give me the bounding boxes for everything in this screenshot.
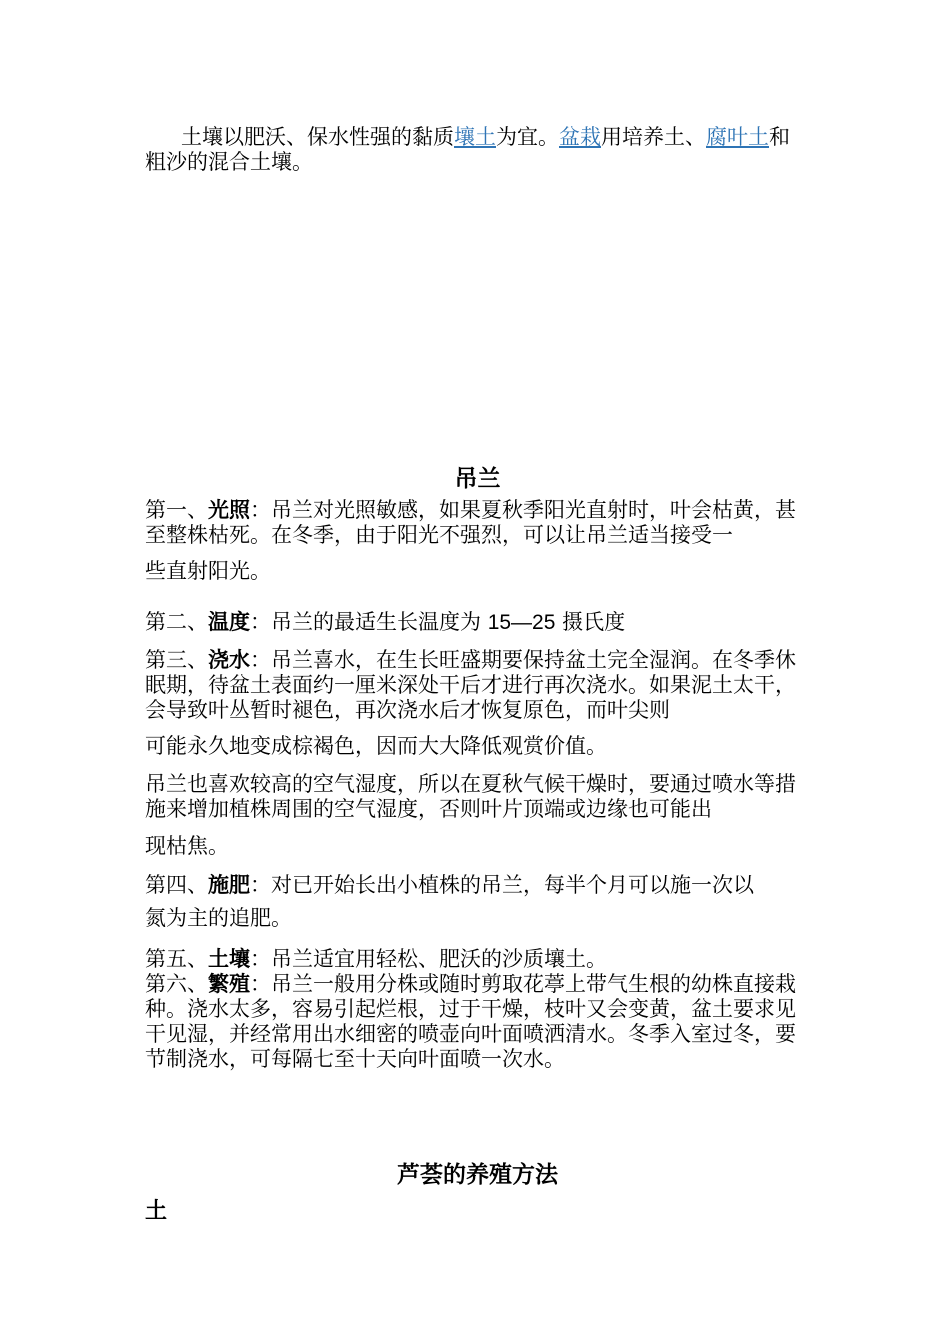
item-temperature bbox=[145, 609, 810, 635]
item-text: 对已开始长出小植株的吊兰，每半个月可以施一次以 bbox=[271, 873, 754, 897]
item-light bbox=[145, 497, 810, 548]
item-watering bbox=[145, 647, 810, 723]
item-prefix: 第四、 bbox=[145, 873, 208, 897]
link-potted-plant[interactable]: 盆栽 bbox=[559, 125, 601, 149]
item-colon: ： bbox=[250, 498, 271, 522]
luhui-first-word: 土 bbox=[145, 1198, 168, 1224]
item-text: 吊兰对光照敏感，如果夏秋季阳光直射时，叶会枯黄，甚至整株枯死。在冬季，由于阳光不强烈，可以让吊兰适当接受一 bbox=[145, 498, 796, 547]
temperature-range: 15—25 bbox=[487, 611, 556, 634]
item-fertilizing bbox=[145, 872, 810, 898]
item-text-end: 摄氏度 bbox=[555, 610, 626, 634]
intro-text-3: 用培养土、 bbox=[601, 125, 706, 149]
item-text: 吊兰适宜用轻松、肥沃的沙质壤土。 bbox=[271, 947, 607, 971]
item-prefix: 第六、 bbox=[145, 972, 208, 996]
item-watering-tail: 可能永久地变成棕褐色，因而大大降低观赏价值。 bbox=[145, 734, 607, 758]
item-prefix: 第二、 bbox=[145, 610, 208, 634]
item-colon: ： bbox=[250, 947, 271, 971]
item-fertilizing-tail: 氮为主的追肥。 bbox=[145, 906, 292, 930]
item-text: 吊兰喜水，在生长旺盛期要保持盆土完全湿润。在冬季休眠期，待盆土表面约一厘米深处干后才进行再次浇水。如果泥土太干，会导致叶丛暂时褪色，再次浇水后才恢复原色，而叶尖则 bbox=[145, 648, 796, 722]
link-leaf-mold[interactable]: 腐叶土 bbox=[706, 125, 769, 149]
item-colon: ： bbox=[250, 648, 271, 672]
item-key: 浇水 bbox=[208, 647, 250, 672]
item-text: 吊兰的最适生长温度为 bbox=[271, 610, 488, 634]
item-propagation bbox=[145, 971, 810, 1072]
item-key: 繁殖 bbox=[208, 971, 250, 996]
intro-paragraph bbox=[145, 125, 810, 175]
intro-text-2: 为宜。 bbox=[496, 125, 559, 149]
item-humidity: 吊兰也喜欢较高的空气湿度，所以在夏秋气候干燥时，要通过喷水等措施来增加植株周围的空气湿度，否则叶片顶端或边缘也可能出 bbox=[145, 772, 796, 821]
intro-text-1: 土壤以肥沃、保水性强的黏质 bbox=[181, 125, 454, 149]
item-key: 土壤 bbox=[208, 946, 250, 971]
item-humidity-tail: 现枯焦。 bbox=[145, 834, 229, 858]
item-prefix: 第五、 bbox=[145, 947, 208, 971]
intro-text-4: 和粗沙的混合土壤。 bbox=[145, 125, 790, 174]
item-soil bbox=[145, 946, 810, 972]
section-title-luhui: 芦荟的养殖方法 bbox=[397, 1162, 558, 1188]
item-key: 光照 bbox=[208, 497, 250, 522]
item-light-tail: 些直射阳光。 bbox=[145, 559, 271, 583]
item-text: 吊兰一般用分株或随时剪取花葶上带气生根的幼株直接栽种。浇水太多，容易引起烂根，过于干燥，枝叶又会变黄，盆土要求见干见湿，并经常用出水细密的喷壶向叶面喷洒清水。冬季入室过冬，要节制浇水，可每隔七至十天向叶面喷一次水。 bbox=[145, 972, 796, 1071]
item-prefix: 第三、 bbox=[145, 648, 208, 672]
item-prefix: 第一、 bbox=[145, 498, 208, 522]
item-colon: ： bbox=[250, 610, 271, 634]
link-loam-soil[interactable]: 壤土 bbox=[454, 125, 496, 149]
section-title-diaolan: 吊兰 bbox=[454, 466, 501, 492]
item-key: 施肥 bbox=[208, 872, 250, 897]
item-colon: ： bbox=[250, 972, 271, 996]
item-colon: ： bbox=[250, 873, 271, 897]
item-key: 温度 bbox=[208, 609, 250, 634]
